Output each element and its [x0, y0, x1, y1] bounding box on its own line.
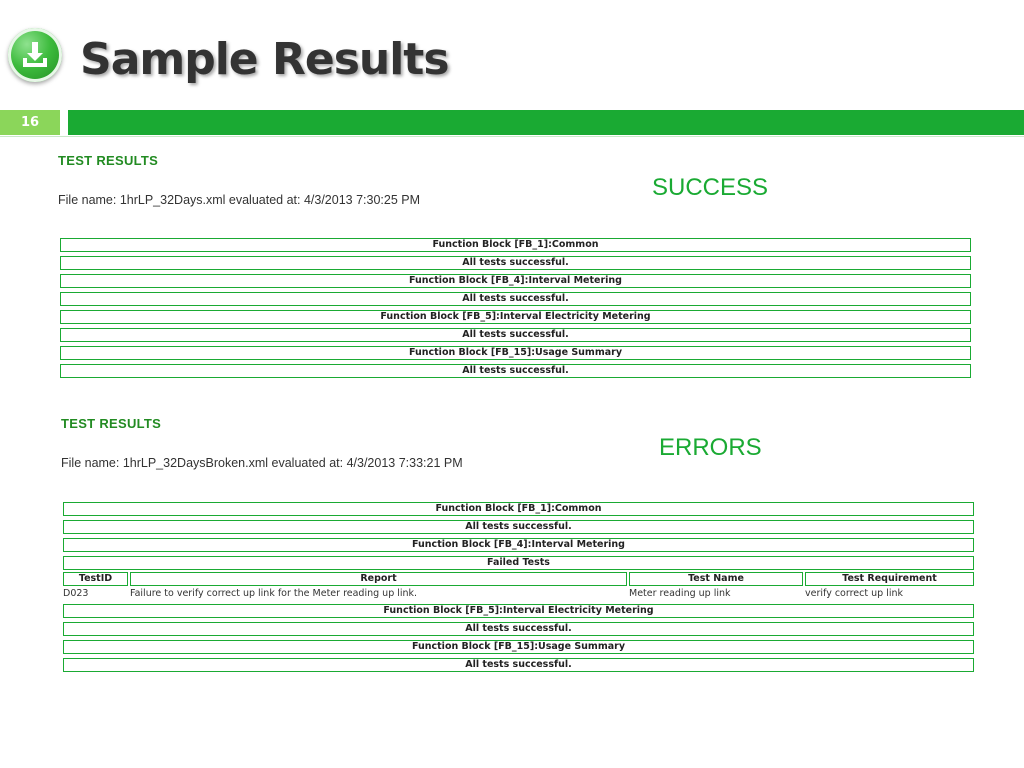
success-results-block [58, 153, 971, 383]
result-status-row: All tests successful. [63, 622, 974, 636]
result-status-row: All tests successful. [63, 520, 974, 534]
column-header: Test Name [629, 572, 803, 586]
header-bar [68, 110, 1024, 135]
results-heading: TEST RESULTS [61, 416, 162, 431]
column-header: TestID [63, 572, 128, 586]
function-block-row: Function Block [FB_1]:Common [60, 238, 971, 252]
result-status-row: All tests successful. [60, 364, 971, 378]
divider [0, 136, 1024, 137]
table-cell: verify correct up link [805, 588, 903, 599]
function-block-row: Function Block [FB_15]:Usage Summary [63, 640, 974, 654]
function-block-row: Function Block [FB_5]:Interval Electricity Metering [63, 604, 974, 618]
column-header: Report [130, 572, 627, 586]
failed-tests-header [63, 572, 974, 586]
status-label-errors: ERRORS [659, 434, 762, 461]
table-cell: D023 [63, 588, 89, 599]
errors-results-block [61, 416, 974, 676]
errors-results-table [63, 502, 974, 676]
function-block-row: Function Block [FB_1]:Common [63, 502, 974, 516]
failed-tests-row: Failed Tests [63, 556, 974, 570]
function-block-row: Function Block [FB_15]:Usage Summary [60, 346, 971, 360]
table-cell: Failure to verify correct up link for the Meter reading up link. [130, 588, 418, 599]
function-block-row: Function Block [FB_4]:Interval Metering [63, 538, 974, 552]
function-block-row: Function Block [FB_5]:Interval Electricity Metering [60, 310, 971, 324]
file-name-line: File name: 1hrLP_32DaysBroken.xml evaluated at: 4/3/2013 7:33:21 PM [61, 456, 463, 470]
results-heading: TEST RESULTS [58, 153, 159, 168]
success-results-table [60, 238, 971, 382]
column-header: Test Requirement [805, 572, 974, 586]
result-status-row: All tests successful. [60, 292, 971, 306]
result-status-row: All tests successful. [60, 256, 971, 270]
slide-number: 16 [0, 110, 60, 135]
result-status-row: All tests successful. [63, 658, 974, 672]
page-title: Sample Results [80, 34, 449, 85]
table-cell: Meter reading up link [629, 588, 731, 599]
file-name-line: File name: 1hrLP_32Days.xml evaluated at: 4/3/2013 7:30:25 PM [58, 193, 421, 207]
function-block-row: Function Block [FB_4]:Interval Metering [60, 274, 971, 288]
result-status-row: All tests successful. [60, 328, 971, 342]
failed-test-row [63, 586, 974, 602]
status-label-success: SUCCESS [652, 174, 769, 201]
download-icon [8, 28, 62, 82]
